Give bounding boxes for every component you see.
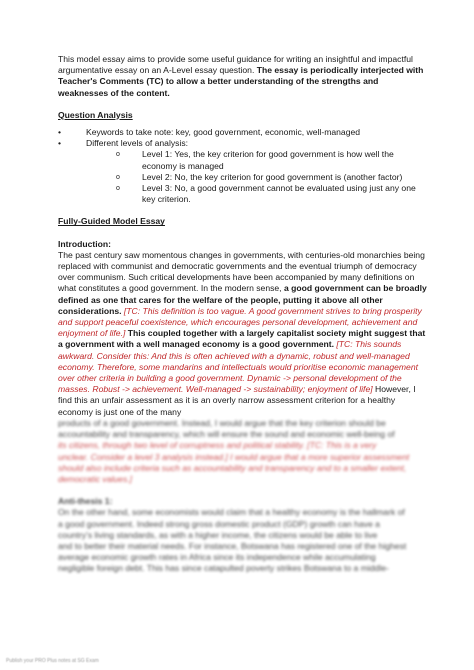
level-item: o Level 1: Yes, the key criterion for good government is how well the economy is managed xyxy=(86,149,430,171)
blurred-line: products of a good government. Instead, I would argue that the key criterion should be xyxy=(58,417,386,428)
intro-bold-text: The essay is periodically interjected with Teacher's Comments (TC) to allow a better understanding of the strengths and weaknesses of the content. xyxy=(58,65,424,98)
page-footer: Publish your PRO Plus notes at SG Exam xyxy=(6,658,99,664)
blurred-line: average economic growth rates in Africa since its independence while accumulating xyxy=(58,552,376,563)
analysis-list xyxy=(58,127,430,205)
introduction-heading: Introduction: xyxy=(58,238,111,249)
blurred-heading: Anti-thesis 1: xyxy=(58,496,113,507)
list-item: • Keywords to take note: key, good government, economic, well-managed xyxy=(58,127,430,138)
intro-paragraph xyxy=(58,54,430,99)
teacher-comment: [TC: This sounds awkward. Consider this: And this is often achieved with a dynamic, robust and well-managed economy. Therefore, some mandarins and intellectuals would prioritise economic management over other criteria in building a good government. Dynamic -> personal development of the masses. Robust -> achievement. Well-managed -> sustainability; enjoyment of life] xyxy=(58,339,419,395)
blurred-line: a good government. Indeed strong gross domestic product (GDP) growth can have a xyxy=(58,518,380,529)
blurred-line: democratic values.] xyxy=(58,473,133,484)
intro-text: This model essay aims to provide some useful guidance for writing an insightful and impactful argumentative essay on an A-Level essay question. xyxy=(58,54,413,76)
levels-list xyxy=(86,149,430,205)
blurred-line: should also include criteria such as accountability and transparency and to a smaller extent, xyxy=(58,462,407,473)
blurred-line: unclear. Consider a level 3 analysis instead.] I would argue that a more superior assessment xyxy=(58,451,410,462)
blurred-line: and to better their material needs. For instance, Botswana has registered one of the highest xyxy=(58,540,407,551)
question-analysis-heading: Question Analysis xyxy=(58,109,133,120)
teacher-comment: [TC: This definition is too vague. A good government strives to bring prosperity and support peaceful coexistence, which encourages personal development, achievement and enjoyment of life.] xyxy=(58,305,422,339)
blurred-preview xyxy=(58,418,430,575)
level-item: o Level 3: No, a good government cannot be evaluated using just any one key criterion. xyxy=(86,183,430,205)
blurred-line: On the other hand, some economists would claim that a healthy economy is the hallmark of xyxy=(58,507,405,518)
essay-introduction: The past century saw momentous changes in governments, with centuries-old monarchies being replaced with communist and democratic governments and the eventual triumph of democracy over communism. Such critical developments have been accompanied by many definitions on what constitutes a good government. In the modern sense, a good government can be broadly defined as one that cares for the welfare of the people, putting it above all other considerations. [TC: This definition is too vague. A good government strives to bring prosperity and support peaceful coexistence, which encourages personal development, achievement and enjoyment of life.] This coupled together with a largely capitalist society might suggest that a government with a well managed economy is a good government. [TC: This sounds awkward. Consider this: And this is often achieved with a dynamic, robust and well-managed economy. Therefore, some mandarins and intellectuals would prioritise economic management over other criteria in building a good government. Dynamic -> personal development of the masses. Robust -> achievement. Well-managed -> sustainability; enjoyment of life] However, I find this an unfair assessment as it is an overly narrow assessment criterion for a healthy economy is just one of the many xyxy=(58,249,427,417)
blurred-line: country's living standards, as with a higher income, the citizens would be able to live xyxy=(58,529,378,540)
model-essay-heading: Fully-Guided Model Essay xyxy=(58,216,165,227)
level-item: o Level 2: No, the key criterion for good government is (another factor) xyxy=(86,172,430,183)
blurred-line: accountability and transparency, which will ensure the sound and economic well-being of xyxy=(58,429,395,440)
list-item: • Different levels of analysis: o Level 1: Yes, the key criterion for good government is how well the economy is managed o Level 2: No, the key criterion for good government is (another factor) o Level 3: No, a good government cannot be evaluated using just any one key criterion. xyxy=(58,138,430,205)
blurred-line: negligible foreign debt. This has since catapulted poverty strikes Botswana to a middle- xyxy=(58,563,389,574)
document-page xyxy=(58,54,430,575)
blurred-line: its citizens, through two level of corruptness and political stability. [TC: This is a very xyxy=(58,440,377,451)
